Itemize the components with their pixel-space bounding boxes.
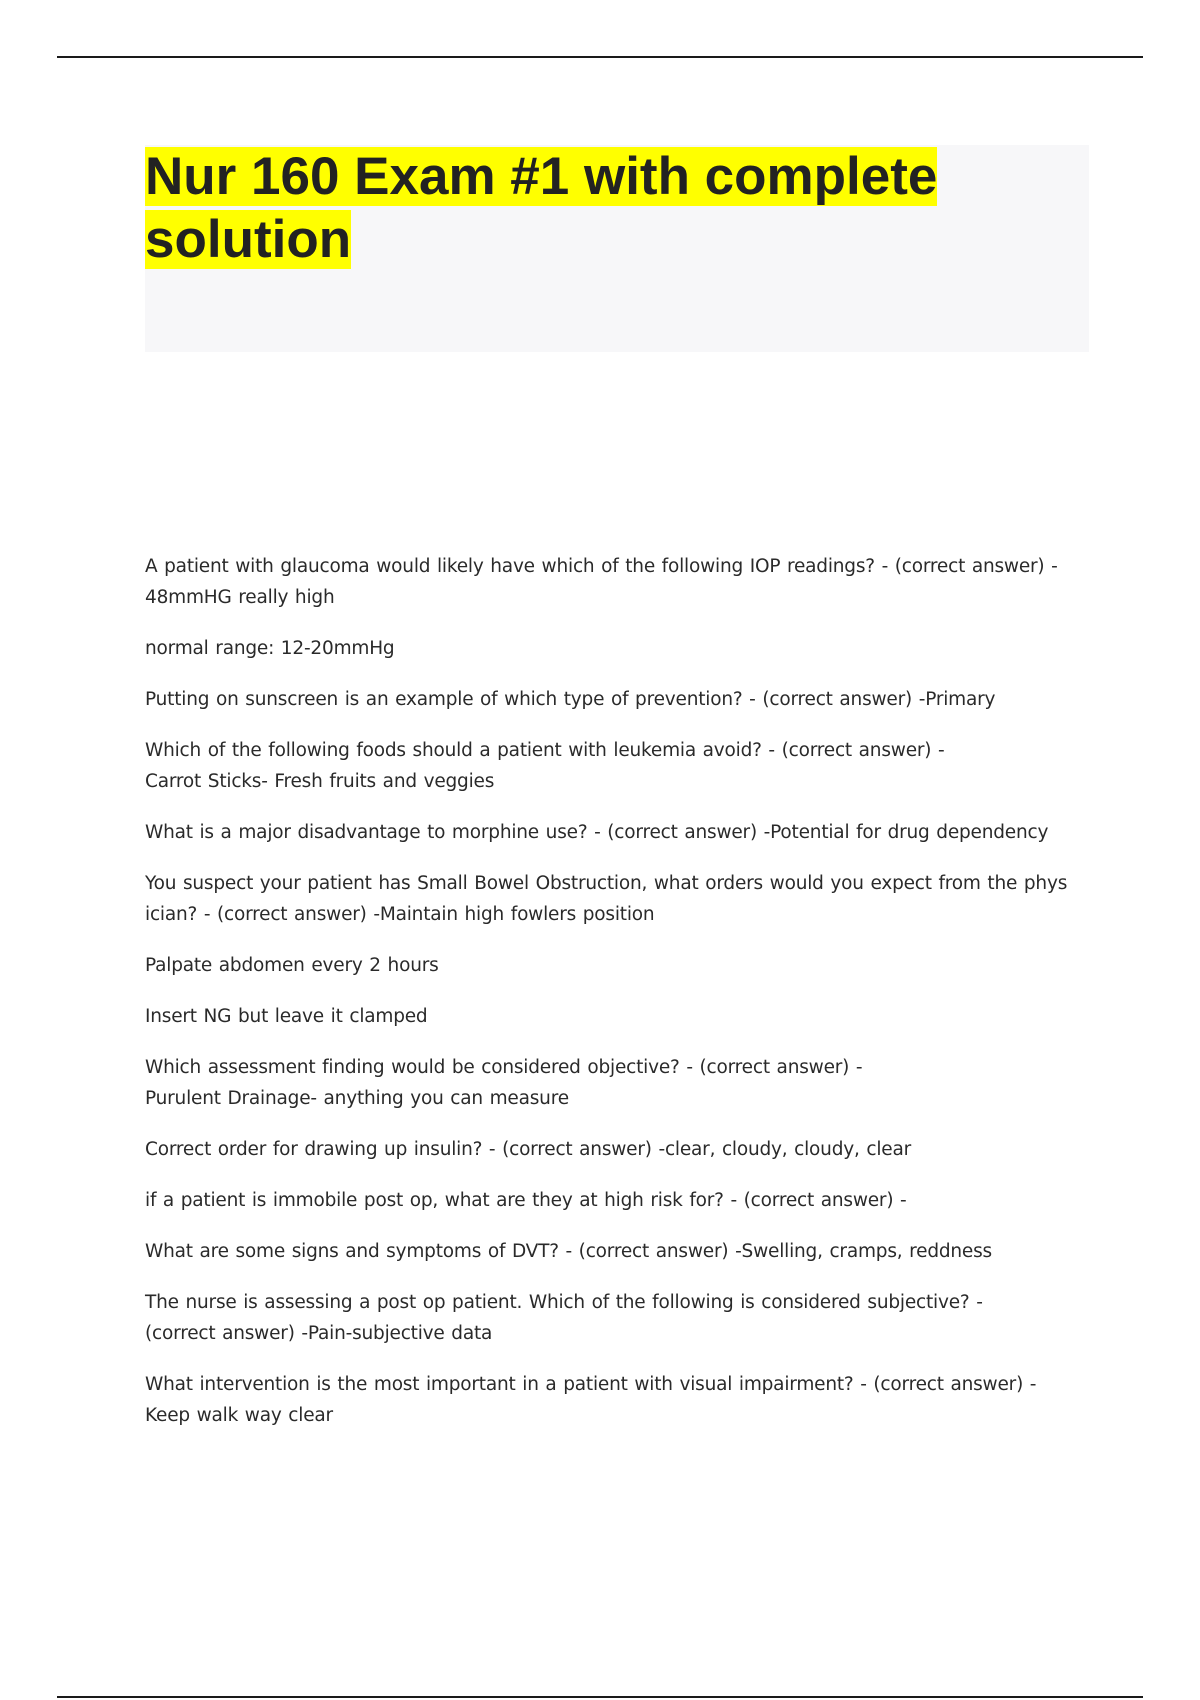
qa-paragraph xyxy=(145,633,1091,664)
paragraph-line: if a patient is immobile post op, what are they at high risk for? - (correct answer) - xyxy=(145,1190,907,1211)
qa-paragraph xyxy=(145,684,1091,715)
qa-paragraph xyxy=(145,735,1091,797)
paragraph-line: ician? - (correct answer) -Maintain high fowlers position xyxy=(145,904,655,925)
qa-paragraph xyxy=(145,551,1091,613)
paragraph-line: The nurse is assessing a post op patient. Which of the following is considered subjective? - xyxy=(145,1292,983,1313)
qa-paragraph xyxy=(145,868,1091,930)
qa-paragraph xyxy=(145,1369,1091,1431)
title-box xyxy=(145,145,1089,352)
qa-paragraph xyxy=(145,950,1091,981)
qa-paragraph xyxy=(145,1236,1091,1267)
paragraph-line: What intervention is the most important in a patient with visual impairment? - (correct answer) - xyxy=(145,1374,1037,1395)
paragraph-line: normal range: 12-20mmHg xyxy=(145,638,395,659)
title-highlight: Nur 160 Exam #1 with complete solution xyxy=(145,147,938,269)
qa-paragraph xyxy=(145,817,1091,848)
paragraph-line: 48mmHG really high xyxy=(145,587,335,608)
bottom-rule xyxy=(57,1696,1143,1698)
top-rule xyxy=(57,56,1143,58)
document-body xyxy=(145,551,1091,1451)
paragraph-line: Purulent Drainage- anything you can measure xyxy=(145,1088,569,1109)
qa-paragraph xyxy=(145,1134,1091,1165)
paragraph-line: Keep walk way clear xyxy=(145,1405,333,1426)
paragraph-line: You suspect your patient has Small Bowel Obstruction, what orders would you expect from the phys xyxy=(145,873,1068,894)
paragraph-line: Palpate abdomen every 2 hours xyxy=(145,955,439,976)
paragraph-line: Insert NG but leave it clamped xyxy=(145,1006,428,1027)
qa-paragraph xyxy=(145,1185,1091,1216)
paragraph-line: What are some signs and symptoms of DVT? - (correct answer) -Swelling, cramps, reddness xyxy=(145,1241,992,1262)
paragraph-line: Which of the following foods should a patient with leukemia avoid? - (correct answer) - xyxy=(145,740,945,761)
paragraph-line: Carrot Sticks- Fresh fruits and veggies xyxy=(145,771,495,792)
paragraph-line: Correct order for drawing up insulin? - (correct answer) -clear, cloudy, cloudy, clear xyxy=(145,1139,911,1160)
paragraph-line: A patient with glaucoma would likely have which of the following IOP readings? - (correct answer) - xyxy=(145,556,1058,577)
paragraph-line: Putting on sunscreen is an example of which type of prevention? - (correct answer) -Primary xyxy=(145,689,996,710)
paragraph-line: (correct answer) -Pain-subjective data xyxy=(145,1323,493,1344)
paragraph-line: Which assessment finding would be considered objective? - (correct answer) - xyxy=(145,1057,863,1078)
qa-paragraph xyxy=(145,1287,1091,1349)
paragraph-line: What is a major disadvantage to morphine use? - (correct answer) -Potential for drug dependency xyxy=(145,822,1049,843)
document-title xyxy=(145,145,1045,271)
qa-paragraph xyxy=(145,1001,1091,1032)
qa-paragraph xyxy=(145,1052,1091,1114)
